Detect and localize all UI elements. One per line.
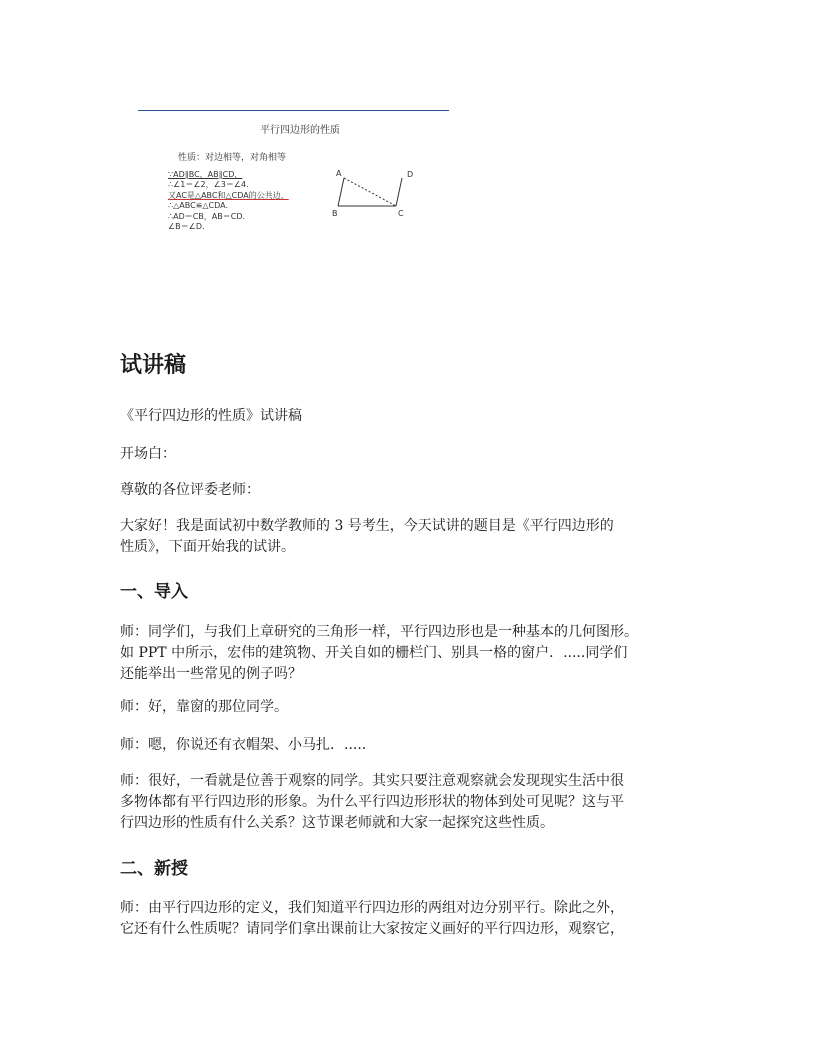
text-line: 它还有什么性质呢？请同学们拿出课前让大家按定义画好的平行四边形，观察它， <box>120 921 624 937</box>
parallelogram-diagram <box>330 166 420 226</box>
proof-line: ∴△ABC≌△CDA. <box>168 201 228 211</box>
section2-heading: 二、新授 <box>120 859 188 879</box>
proof-line: ∵AD∥BC，AB∥CD， <box>168 170 243 179</box>
section1-paragraph-4 <box>120 771 624 834</box>
proof-line: ∴∠1＝∠2，∠3＝∠4. <box>168 180 249 190</box>
diagonal-ac <box>344 178 396 206</box>
section1-paragraph-3: 师：嗯，你说还有衣帽架、小马扎．..... <box>120 737 367 753</box>
text-line: 师：由平行四边形的定义，我们知道平行四边形的两组对边分别平行。除此之外， <box>120 900 624 916</box>
text-line: 师：同学们，与我们上章研究的三角形一样，平行四边形也是一种基本的几何图形。 <box>120 624 638 640</box>
section1-paragraph-2: 师：好，靠窗的那位同学。 <box>120 699 288 715</box>
figure-property: 性质：对边相等，对角相等 <box>178 153 287 163</box>
text-line: 师：很好，一看就是位善于观察的同学。其实只要注意观察就会发现现实生活中很 <box>120 773 624 789</box>
opening-label: 开场白： <box>120 446 176 462</box>
section1-heading: 一、导入 <box>120 582 188 602</box>
figure-top-rule <box>138 110 449 111</box>
section2-paragraph-1 <box>120 898 624 940</box>
document-subtitle: 《平行四边形的性质》试讲稿 <box>120 408 302 424</box>
intro-paragraph <box>120 516 614 558</box>
proof-line: ∴AD＝CB，AB＝CD. <box>168 211 246 221</box>
text-line: 大家好！我是面试初中数学教师的 3 号考生，今天试讲的题目是《平行四边形的 <box>120 518 614 534</box>
proof-line: ∠B＝∠D. <box>168 222 205 232</box>
text-line: 还能举出一些常见的例子吗？ <box>120 666 302 682</box>
proof-line: 又AC是△ABC和△CDA的公共边， <box>168 190 289 200</box>
document-title: 试讲稿 <box>120 353 187 378</box>
side-cd <box>396 178 402 206</box>
vertex-label-a: A <box>336 169 342 178</box>
vertex-label-d: D <box>407 170 414 179</box>
text-line: 多物体都有平行四边形的形象。为什么平行四边形形状的物体到处可见呢？这与平 <box>120 794 624 810</box>
text-line: 性质》，下面开始我的试讲。 <box>120 539 295 555</box>
side-ab <box>338 178 344 206</box>
text-line: 如 PPT 中所示，宏伟的建筑物、开关自如的栅栏门、别具一格的窗户．.....同学们 <box>120 645 628 661</box>
section1-paragraph-1 <box>120 622 638 685</box>
vertex-label-b: B <box>332 209 338 218</box>
greeting: 尊敬的各位评委老师： <box>120 482 260 498</box>
proof-block <box>168 170 289 232</box>
vertex-label-c: C <box>398 209 404 218</box>
text-line: 行四边形的性质有什么关系？这节课老师就和大家一起探究这些性质。 <box>120 815 554 831</box>
figure-title: 平行四边形的性质 <box>260 125 340 136</box>
